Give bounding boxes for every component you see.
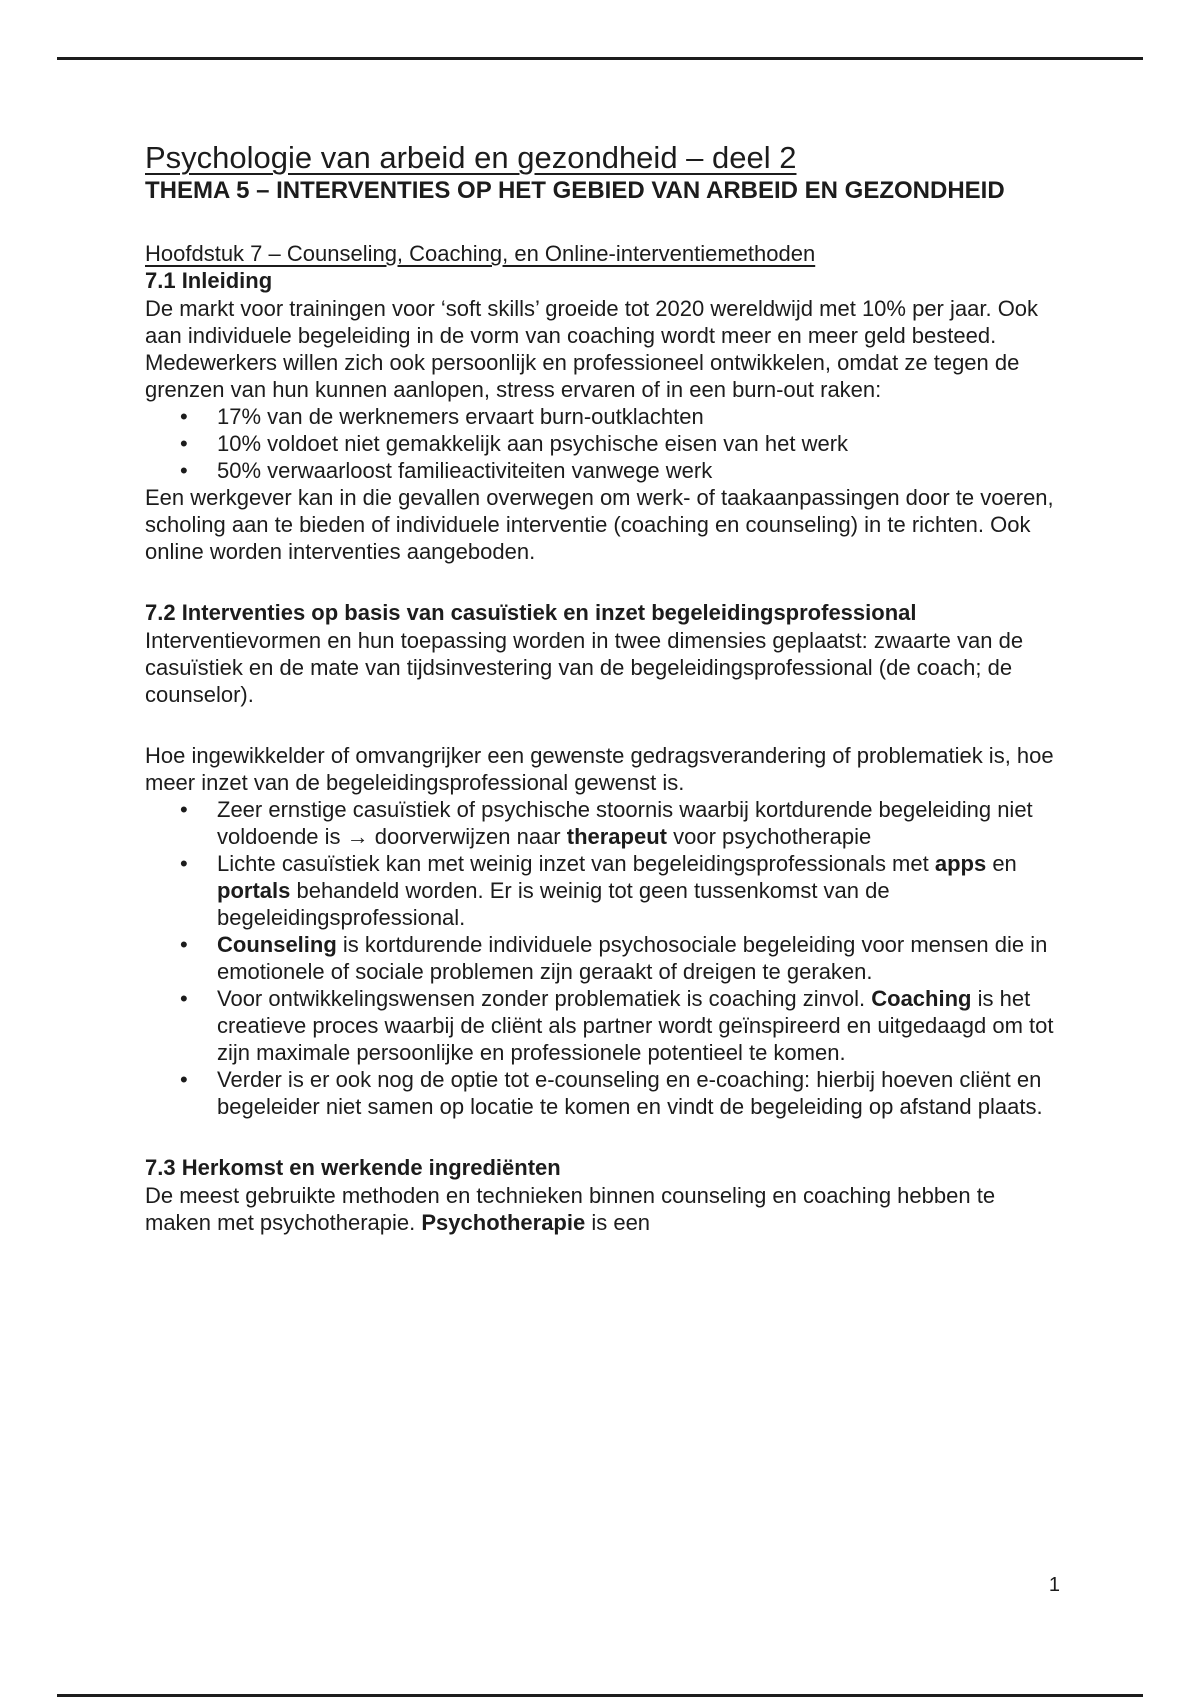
text-run: 7.3 Herkomst en werkende ingrediënten [145, 1155, 561, 1180]
text-run: is kortdurende individuele psychosociale begeleiding voor mensen die in emotionele of sociale problemen zijn geraakt of dreigen te geraken. [217, 932, 1048, 984]
heading-underline [145, 240, 1065, 267]
list-item [217, 430, 1065, 457]
bold-text-run: apps [934, 851, 987, 876]
list-item [217, 457, 1065, 484]
text-run: Interventievormen en hun toepassing worden in twee dimensies geplaatst: zwaarte van de casuïstiek en de mate van tijdsinvestering van de begeleidingsprofessional (de coach; de counselor). [145, 628, 1024, 707]
text-run: Voor ontwikkelingswensen zonder problematiek is coaching zinvol. [217, 986, 872, 1011]
paragraph [145, 295, 1065, 403]
document-subtitle: THEMA 5 – INTERVENTIES OP HET GEBIED VAN ARBEID EN GEZONDHEID [145, 177, 1005, 204]
bold-text-run: Psychotherapie [421, 1210, 586, 1235]
text-run: is een [585, 1210, 651, 1235]
paragraph [145, 484, 1065, 565]
header-rule [57, 57, 1143, 60]
blank-line [145, 565, 1065, 599]
footer-rule [57, 1694, 1143, 1697]
text-run: is het creatieve proces waarbij de cliënt als partner wordt geïnspireerd en uitgedaagd om tot zijn maximale persoonlijke en professionele potentieel te komen. [217, 986, 1054, 1065]
text-run: 10% voldoet niet gemakkelijk aan psychische eisen van het werk [217, 431, 849, 456]
list-item [217, 1066, 1065, 1120]
text-run: 7.2 Interventies op basis van casuïstiek en inzet begeleidingsprofessional [145, 600, 917, 625]
text-run: 17% van de werknemers ervaart burn-outklachten [217, 404, 704, 429]
list-item [217, 796, 1065, 850]
text-run: De meest gebruikte methoden en technieken binnen counseling en coaching hebben te maken met psychotherapie. [145, 1183, 996, 1235]
document-title: Psychologie van arbeid en gezondheid – deel 2 [145, 140, 797, 175]
list-item [217, 403, 1065, 430]
bold-text-run: therapeut [566, 824, 667, 849]
paragraph [145, 742, 1065, 796]
bold-text-run: portals [217, 878, 291, 903]
heading-bold [145, 599, 1065, 627]
list-item [217, 850, 1065, 931]
paragraph [145, 1182, 1065, 1236]
text-run: Zeer ernstige casuïstiek of psychische stoornis waarbij kortdurende begeleiding niet voldoende is → doorverwijzen naar [217, 797, 1033, 849]
page-number: 1 [1048, 1574, 1060, 1596]
heading-bold [145, 267, 1065, 295]
bullet-list [145, 403, 1065, 484]
document-body [145, 206, 1065, 1236]
text-run: Hoe ingewikkelder of omvangrijker een gewenste gedragsverandering of problematiek is, hoe meer inzet van de begeleidingsprofessional gewenst is. [145, 743, 1054, 795]
blank-line [145, 1120, 1065, 1154]
text-run: 7.1 Inleiding [145, 268, 273, 293]
text-run: behandeld worden. Er is weinig tot geen tussenkomst van de begeleidingsprofessional. [217, 878, 890, 930]
text-run: en [986, 851, 1017, 876]
bold-text-run: Coaching [871, 986, 972, 1011]
blank-line [145, 708, 1065, 742]
text-run: Lichte casuïstiek kan met weinig inzet van begeleidingsprofessionals met [217, 851, 935, 876]
bold-text-run: Counseling [217, 932, 337, 957]
text-run: Hoofdstuk 7 – Counseling, Coaching, en Online-interventiemethoden [145, 241, 816, 266]
text-run: Verder is er ook nog de optie tot e-counseling en e-coaching: hierbij hoeven cliënt en begeleider niet samen op locatie te komen en vindt de begeleiding op afstand plaats. [217, 1067, 1043, 1119]
text-run: 50% verwaarloost familieactiviteiten vanwege werk [217, 458, 713, 483]
text-run: De markt voor trainingen voor ‘soft skills’ groeide tot 2020 wereldwijd met 10% per jaar. Ook aan individuele begeleiding in de vorm van coaching wordt meer en meer geld besteed. Medewerkers willen zich ook persoonlijk en professioneel ontwikkelen, omdat ze tegen de grenzen van hun kunnen aanlopen, stress ervaren of in een burn-out raken: [145, 296, 1039, 402]
list-item [217, 985, 1065, 1066]
text-run: voor psychotherapie [667, 824, 872, 849]
document-content [145, 139, 1065, 1236]
heading-bold [145, 1154, 1065, 1182]
list-item [217, 931, 1065, 985]
text-run: Een werkgever kan in die gevallen overwegen om werk- of taakaanpassingen door te voeren, scholing aan te bieden of individuele interventie (coaching en counseling) in te richten. Ook online worden interventies aangeboden. [145, 485, 1054, 564]
paragraph [145, 627, 1065, 708]
bullet-list [145, 796, 1065, 1120]
blank-line [145, 206, 1065, 240]
